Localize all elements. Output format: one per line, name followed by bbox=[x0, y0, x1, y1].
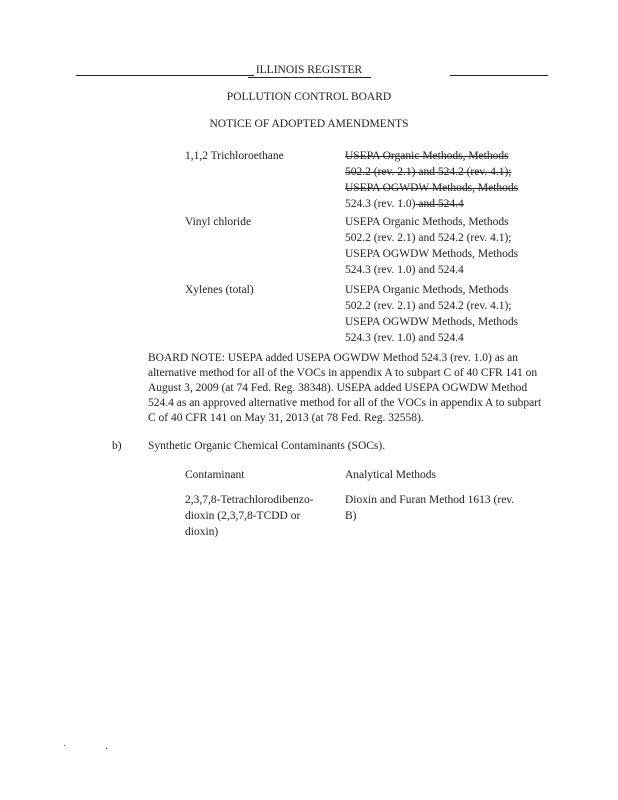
contaminant-name: Xylenes (total) bbox=[185, 284, 254, 296]
scan-speck bbox=[106, 748, 107, 749]
method-line: 502.2 (rev. 2.1) and 524.2 (rev. 4.1); bbox=[345, 300, 512, 312]
method-line: Dioxin and Furan Method 1613 (rev. bbox=[345, 494, 515, 506]
header-rule-left bbox=[76, 75, 254, 76]
section-label: b) bbox=[112, 440, 122, 452]
scan-speck bbox=[64, 745, 65, 746]
contaminant-line: dioxin (2,3,7,8-TCDD or bbox=[185, 510, 301, 522]
method-line: 524.3 (rev. 1.0) and 524.4 bbox=[345, 332, 464, 344]
header-rule-underline bbox=[248, 77, 371, 78]
method-line: USEPA Organic Methods, Methods bbox=[345, 216, 509, 228]
method-line: B) bbox=[345, 510, 357, 522]
method-line: USEPA OGWDW Methods, Methods bbox=[345, 248, 519, 260]
notice-title: NOTICE OF ADOPTED AMENDMENTS bbox=[209, 118, 409, 130]
register-title: ILLINOIS REGISTER bbox=[255, 64, 363, 76]
section-title: Synthetic Organic Chemical Contaminants (SOCs). bbox=[148, 440, 386, 452]
method-line: 524.3 (rev. 1.0) and 524.4 bbox=[345, 264, 464, 276]
column-header-methods: Analytical Methods bbox=[345, 469, 437, 481]
method-line: USEPA OGWDW Methods, Methods bbox=[345, 182, 519, 194]
contaminant-line: 2,3,7,8-Tetrachlorodibenzo- bbox=[185, 494, 314, 506]
contaminant-line: dioxin) bbox=[185, 526, 219, 538]
header-rule-right bbox=[450, 75, 548, 76]
method-line: USEPA OGWDW Methods, Methods bbox=[345, 316, 519, 328]
method-line: 524.3 (rev. 1.0) and 524.4 bbox=[345, 198, 464, 210]
board-title: POLLUTION CONTROL BOARD bbox=[226, 91, 392, 103]
contaminant-name: Vinyl chloride bbox=[185, 216, 252, 228]
column-header-contaminant: Contaminant bbox=[185, 469, 245, 481]
method-line: 502.2 (rev. 2.1) and 524.2 (rev. 4.1); bbox=[345, 166, 512, 178]
contaminant-name: 1,1,2 Trichloroethane bbox=[185, 150, 284, 162]
method-line: 502.2 (rev. 2.1) and 524.2 (rev. 4.1); bbox=[345, 232, 512, 244]
method-line: USEPA Organic Methods, Methods bbox=[345, 284, 509, 296]
method-line: USEPA Organic Methods, Methods bbox=[345, 150, 509, 162]
board-note: BOARD NOTE: USEPA added USEPA OGWDW Method 524.3 (rev. 1.0) as an alternative method for all of the VOCs in appendix A to subpart C of 40 CFR 141 on August 3, 2009 (at 74 Fed. Reg. 38348). USEPA added USEPA OGWDW Method 524.4 as an approved alternative method for all of the VOCs in appendix A to subpart C of 40 CFR 141 on May 31, 2013 (at 78 Fed. Reg. 32558). bbox=[148, 352, 542, 424]
